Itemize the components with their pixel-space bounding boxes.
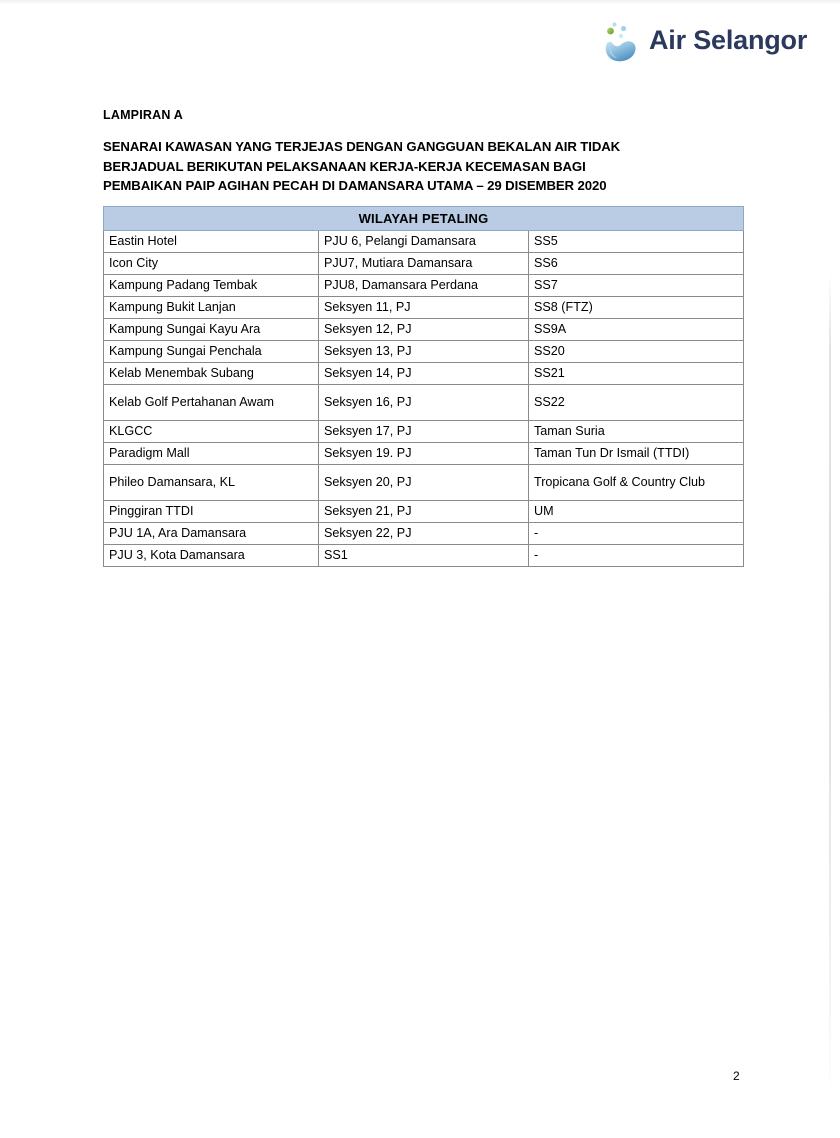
table-row <box>104 501 744 523</box>
table-cell-col1: Kelab Menembak Subang <box>104 363 319 385</box>
table-cell-col3: - <box>529 545 744 567</box>
table-header-row <box>104 207 744 231</box>
table-cell-col2: Seksyen 13, PJ <box>319 341 529 363</box>
table-cell-col3: SS6 <box>529 253 744 275</box>
scan-top-band <box>0 0 840 5</box>
affected-areas-table <box>103 206 744 567</box>
scan-right-edge-artifact <box>829 0 831 1138</box>
air-selangor-logo <box>597 16 807 66</box>
table-cell-col2: Seksyen 17, PJ <box>319 421 529 443</box>
table-cell-col1: Kampung Sungai Penchala <box>104 341 319 363</box>
title-line-2: BERJADUAL BERIKUTAN PELAKSANAAN KERJA-KERJA KECEMASAN BAGI <box>103 158 586 174</box>
table-cell-col3: SS21 <box>529 363 744 385</box>
table-cell-col1: Kampung Padang Tembak <box>104 275 319 297</box>
table-cell-col3: UM <box>529 501 744 523</box>
table-cell-col2: Seksyen 11, PJ <box>319 297 529 319</box>
table-cell-col2: Seksyen 14, PJ <box>319 363 529 385</box>
table-row <box>104 363 744 385</box>
table-cell-col2: Seksyen 22, PJ <box>319 523 529 545</box>
title-line-1: SENARAI KAWASAN YANG TERJEJAS DENGAN GANGGUAN BEKALAN AIR TIDAK <box>103 139 621 154</box>
table-cell-col3: SS9A <box>529 319 744 341</box>
table-cell-col3: SS7 <box>529 275 744 297</box>
table-cell-col1: PJU 3, Kota Damansara <box>104 545 319 567</box>
table-cell-col2: PJU8, Damansara Perdana <box>319 275 529 297</box>
table-cell-col1: Phileo Damansara, KL <box>104 465 319 501</box>
table-cell-col1: KLGCC <box>104 421 319 443</box>
affected-areas-table-wrapper <box>103 206 743 567</box>
table-row <box>104 319 744 341</box>
table-cell-col2: Seksyen 19. PJ <box>319 443 529 465</box>
table-row <box>104 443 744 465</box>
title-line-3: PEMBAIKAN PAIP AGIHAN PECAH DI DAMANSARA UTAMA – 29 DISEMBER 2020 <box>103 178 607 193</box>
table-cell-col2: SS1 <box>319 545 529 567</box>
table-cell-col1: Kelab Golf Pertahanan Awam <box>104 385 319 421</box>
table-cell-col3: SS8 (FTZ) <box>529 297 744 319</box>
table-row <box>104 465 744 501</box>
table-cell-col1: Kampung Bukit Lanjan <box>104 297 319 319</box>
brand-name: Air Selangor <box>649 24 808 55</box>
region-header: WILAYAH PETALING <box>104 207 744 231</box>
document-title <box>103 137 763 196</box>
table-body <box>104 231 744 567</box>
table-cell-col2: Seksyen 20, PJ <box>319 465 529 501</box>
table-cell-col2: PJU 6, Pelangi Damansara <box>319 231 529 253</box>
table-cell-col3: Tropicana Golf & Country Club <box>529 465 744 501</box>
table-row <box>104 421 744 443</box>
table-cell-col3: Taman Tun Dr Ismail (TTDI) <box>529 443 744 465</box>
table-cell-col2: PJU7, Mutiara Damansara <box>319 253 529 275</box>
table-cell-col3: Taman Suria <box>529 421 744 443</box>
table-cell-col1: Eastin Hotel <box>104 231 319 253</box>
table-cell-col3: SS22 <box>529 385 744 421</box>
table-cell-col2: Seksyen 12, PJ <box>319 319 529 341</box>
table-cell-col1: Kampung Sungai Kayu Ara <box>104 319 319 341</box>
table-row <box>104 523 744 545</box>
table-cell-col1: Icon City <box>104 253 319 275</box>
table-cell-col2: Seksyen 16, PJ <box>319 385 529 421</box>
table-row <box>104 385 744 421</box>
appendix-label: LAMPIRAN A <box>103 108 184 122</box>
table-row <box>104 275 744 297</box>
table-cell-col1: Paradigm Mall <box>104 443 319 465</box>
table-row <box>104 341 744 363</box>
table-cell-col2: Seksyen 21, PJ <box>319 501 529 523</box>
table-cell-col3: SS5 <box>529 231 744 253</box>
table-cell-col1: PJU 1A, Ara Damansara <box>104 523 319 545</box>
water-droplet-leaf-icon <box>597 17 643 65</box>
page-number: 2 <box>733 1069 740 1083</box>
table-row <box>104 253 744 275</box>
table-cell-col3: SS20 <box>529 341 744 363</box>
table-row <box>104 297 744 319</box>
table-row <box>104 545 744 567</box>
table-cell-col1: Pinggiran TTDI <box>104 501 319 523</box>
table-cell-col3: - <box>529 523 744 545</box>
table-row <box>104 231 744 253</box>
